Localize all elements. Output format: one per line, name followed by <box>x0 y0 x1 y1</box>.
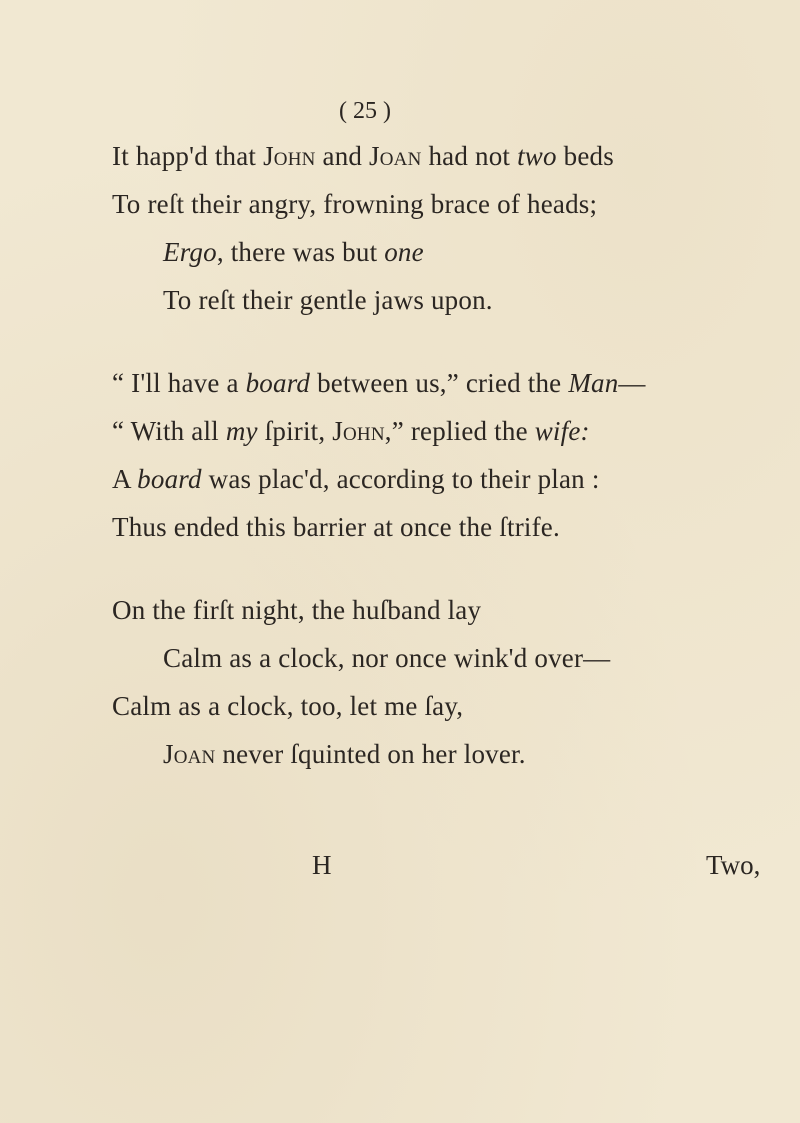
signature-mark: H <box>312 850 332 880</box>
verse-text: was plac'd, according to their plan : <box>201 464 600 494</box>
verse-line <box>163 287 493 314</box>
verse-line <box>112 418 590 445</box>
verse-text: between us,” cried the <box>310 368 569 398</box>
verse-text: Calm as a clock, nor once wink'd over— <box>163 643 611 673</box>
verse-line <box>163 239 424 266</box>
verse-line <box>112 466 600 493</box>
italic-word: board <box>245 368 311 398</box>
verse-line <box>112 370 646 397</box>
verse-line <box>163 645 610 672</box>
italic-word: my <box>225 416 258 446</box>
verse-text: “ With all <box>112 416 226 446</box>
verse-text: Calm as a clock, too, let me ſay, <box>112 691 464 721</box>
small-caps-name: John <box>263 141 316 171</box>
verse-line <box>112 693 463 720</box>
verse-text: , there was but <box>216 237 385 267</box>
verse-text: beds <box>556 141 614 171</box>
catchword: Two, <box>706 850 761 880</box>
verse-text: To reſt their gentle jaws upon. <box>163 285 493 315</box>
italic-word: board <box>137 464 202 494</box>
italic-word: two <box>517 141 557 171</box>
verse-text: To reſt their angry, frowning brace of heads; <box>112 189 598 219</box>
small-caps-name: Joan <box>163 739 216 769</box>
verse-text: ,” replied the <box>384 416 535 446</box>
verse-text: Thus ended this barrier at once the ſtrife. <box>112 512 560 542</box>
verse-line <box>112 597 481 624</box>
verse-line <box>112 191 597 218</box>
small-caps-name: Joan <box>369 141 422 171</box>
verse-text: had not <box>421 141 518 171</box>
verse-line <box>163 741 526 768</box>
verse-text: — <box>618 368 646 398</box>
verse-text: “ I'll have a <box>112 368 246 398</box>
italic-word: one <box>384 237 424 267</box>
verse-line <box>112 514 560 541</box>
verse-text: On the firſt night, the huſband lay <box>112 595 482 625</box>
verse-text: A <box>112 464 138 494</box>
verse-text: It happ'd that <box>112 141 264 171</box>
italic-word: Ergo <box>163 237 217 267</box>
italic-word: Man <box>568 368 619 398</box>
verse-text: and <box>315 141 370 171</box>
verse-line <box>112 143 614 170</box>
verse-text: ſpirit, <box>257 416 333 446</box>
page-number: ( 25 ) <box>339 98 391 124</box>
verse-text: never ſquinted on her lover. <box>215 739 526 769</box>
small-caps-name: John <box>332 416 385 446</box>
italic-word: wife: <box>534 416 590 446</box>
